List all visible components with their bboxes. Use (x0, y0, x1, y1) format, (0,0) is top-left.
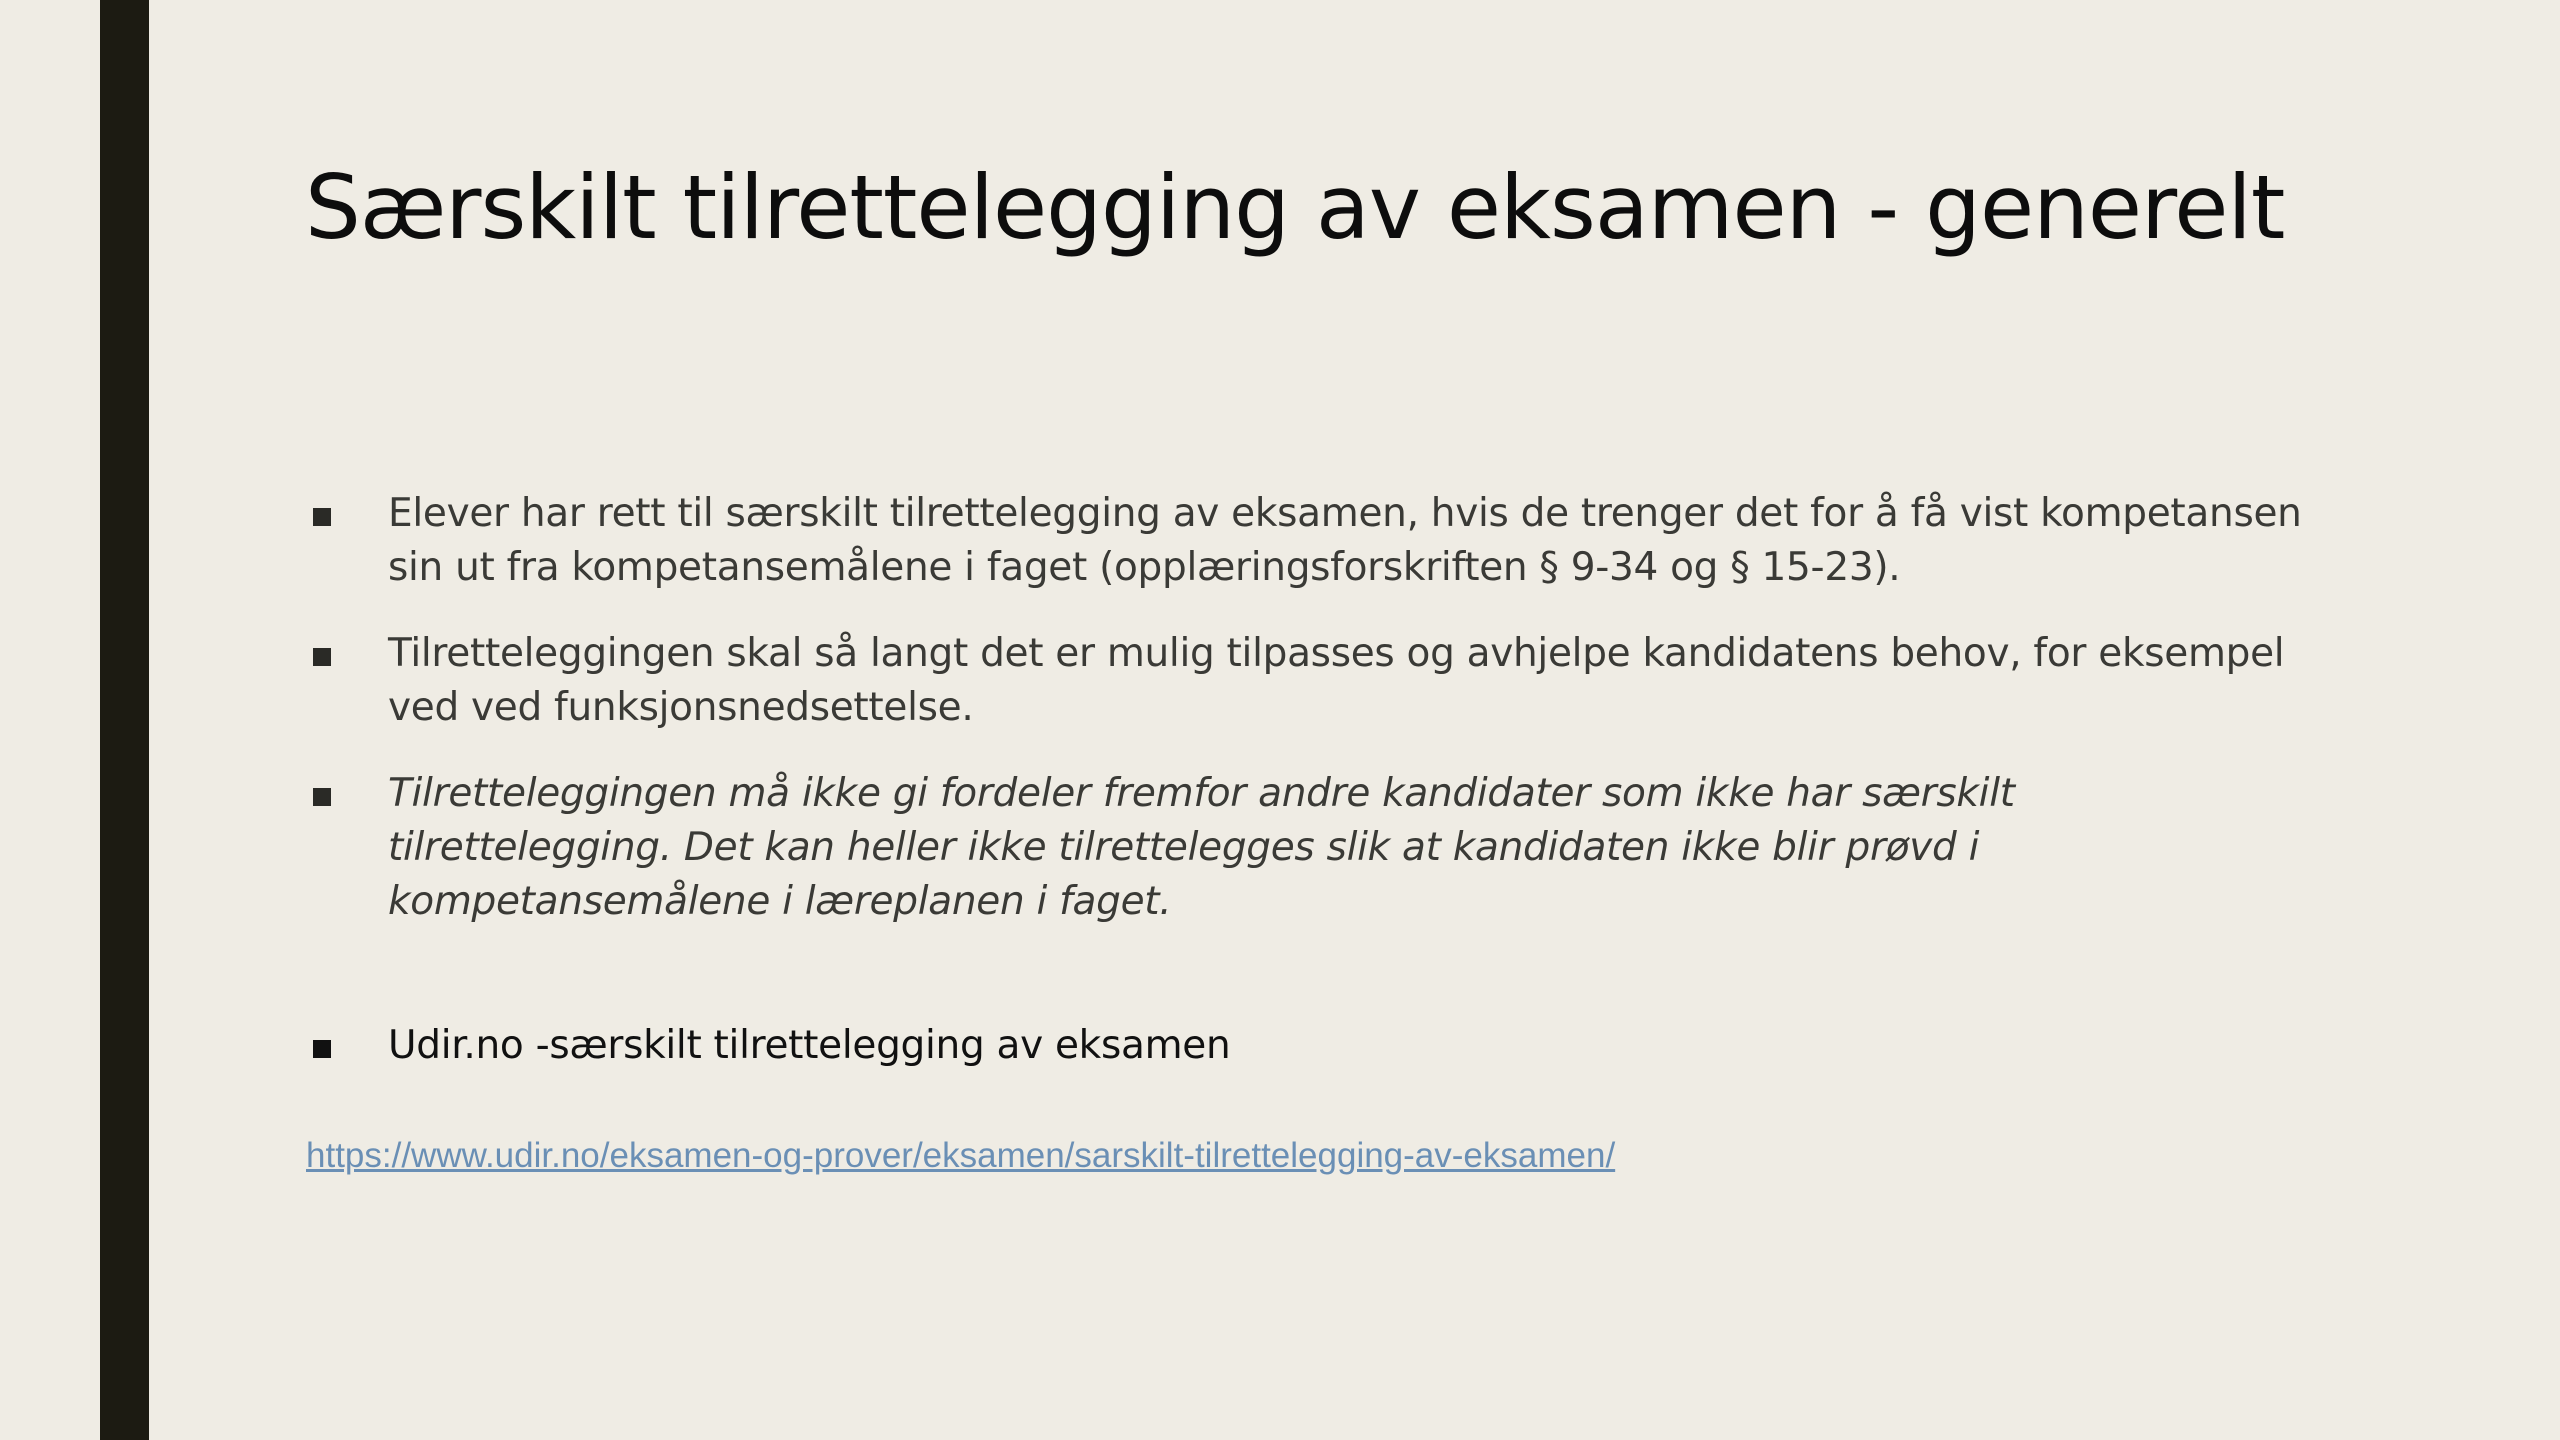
bullet-item (305, 487, 2305, 595)
bullet-text: Udir.no -særskilt tilrettelegging av eksamen (388, 1023, 1231, 1068)
square-bullet-icon (313, 1040, 331, 1058)
bullet-item (305, 767, 2305, 929)
bullet-item (305, 627, 2305, 735)
bullet-item (305, 1019, 2305, 1073)
bullet-text: Tilretteleggingen må ikke gi fordeler fremfor andre kandidater som ikke har særskilt tilrettelegging. Det kan heller ikke tilrettelegges slik at kandidaten ikke blir prøvd i kompetansemålene i læreplanen i faget. (388, 771, 2015, 924)
accent-bar (100, 0, 149, 1440)
square-bullet-icon (313, 508, 331, 526)
slide-title: Særskilt tilrettelegging av eksamen - generelt (305, 156, 2285, 259)
bullet-text: Elever har rett til særskilt tilrettelegging av eksamen, hvis de trenger det for å få vist kompetansen sin ut fra kompetansemålene i faget (opplæringsforskriften § 9-34 og § 15-23). (388, 491, 2302, 590)
bullet-list (305, 487, 2305, 1073)
square-bullet-icon (313, 648, 331, 666)
bullet-text: Tilretteleggingen skal så langt det er mulig tilpasses og avhjelpe kandidatens behov, for eksempel ved ved funksjonsnedsettelse. (388, 631, 2285, 730)
square-bullet-icon (313, 788, 331, 806)
udir-link[interactable]: https://www.udir.no/eksamen-og-prover/eksamen/sarskilt-tilrettelegging-av-eksamen/ (306, 1136, 1616, 1175)
